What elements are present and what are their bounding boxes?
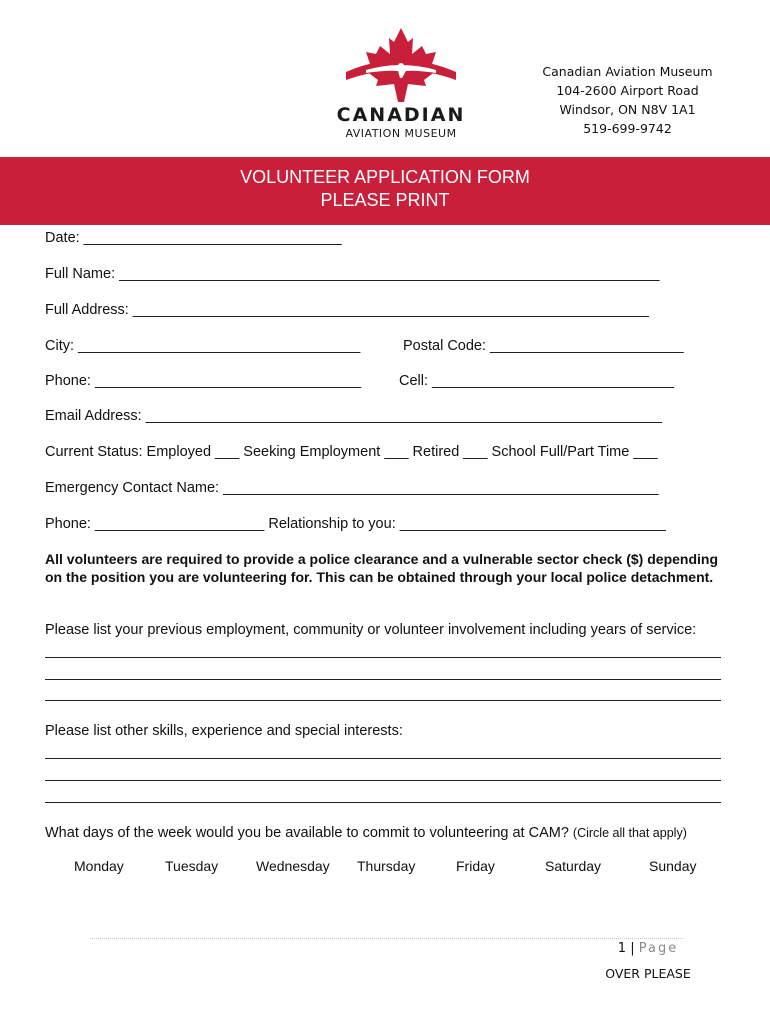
skills-line-2[interactable] bbox=[45, 780, 721, 781]
date-field[interactable]: Date: ________________________________ bbox=[45, 230, 342, 246]
current-status-field[interactable]: Current Status: Employed ___ Seeking Employment ___ Retired ___ School Full/Part Time ___ bbox=[45, 444, 658, 460]
previous-involvement-line-3[interactable] bbox=[45, 700, 721, 701]
phone-field[interactable]: Phone: _________________________________ bbox=[45, 373, 362, 389]
museum-phone: 519-699-9742 bbox=[583, 121, 672, 136]
email-field[interactable]: Email Address: ________________________________________________________________ bbox=[45, 408, 662, 424]
postal-code-field[interactable]: Postal Code: ________________________ bbox=[403, 338, 684, 354]
city-field[interactable]: City: ___________________________________ bbox=[45, 338, 361, 354]
day-monday[interactable]: Monday bbox=[74, 858, 124, 874]
museum-street: 104-2600 Airport Road bbox=[556, 83, 699, 98]
form-title: VOLUNTEER APPLICATION FORM bbox=[240, 167, 530, 187]
full-name-field[interactable]: Full Name: ___________________________________________________________________ bbox=[45, 266, 660, 282]
skills-line-3[interactable] bbox=[45, 802, 721, 803]
previous-involvement-question: Please list your previous employment, community or volunteer involvement including years of service: bbox=[45, 622, 697, 638]
museum-address bbox=[520, 62, 735, 138]
day-friday[interactable]: Friday bbox=[456, 858, 495, 874]
maple-leaf-airplane-icon bbox=[346, 26, 456, 102]
museum-name: Canadian Aviation Museum bbox=[542, 64, 713, 79]
logo-subtitle: AVIATION MUSEUM bbox=[345, 127, 457, 140]
full-address-field[interactable]: Full Address: ________________________________________________________________ bbox=[45, 302, 649, 318]
days-of-week bbox=[0, 858, 770, 878]
museum-logo bbox=[330, 26, 472, 144]
day-wednesday[interactable]: Wednesday bbox=[256, 858, 330, 874]
museum-city: Windsor, ON N8V 1A1 bbox=[559, 102, 696, 117]
availability-question bbox=[45, 825, 687, 841]
page-label: Page bbox=[638, 941, 679, 956]
form-subtitle: PLEASE PRINT bbox=[320, 190, 450, 210]
emergency-contact-field[interactable]: Emergency Contact Name: ______________________________________________________ bbox=[45, 480, 659, 496]
previous-involvement-line-2[interactable] bbox=[45, 679, 721, 680]
availability-question-text: What days of the week would you be available to commit to volunteering at CAM? bbox=[45, 825, 569, 841]
day-tuesday[interactable]: Tuesday bbox=[165, 858, 219, 874]
cell-field[interactable]: Cell: ______________________________ bbox=[399, 373, 674, 389]
police-clearance-notice: All volunteers are required to provide a police clearance and a vulnerable sector check ($) depending on the position you are volunteering for. This can be obtained through your local police detachment. bbox=[45, 551, 718, 585]
form-title-banner bbox=[0, 157, 770, 225]
logo-wordmark: CANADIAN bbox=[336, 104, 466, 126]
footer-divider bbox=[90, 938, 683, 939]
skills-question: Please list other skills, experience and special interests: bbox=[45, 723, 403, 739]
page-number bbox=[560, 941, 736, 956]
day-sunday[interactable]: Sunday bbox=[649, 858, 697, 874]
skills-line-1[interactable] bbox=[45, 758, 721, 759]
over-please-label: OVER PLEASE bbox=[605, 966, 691, 981]
page-number-value: 1 bbox=[617, 941, 627, 956]
previous-involvement-line-1[interactable] bbox=[45, 657, 721, 658]
day-thursday[interactable]: Thursday bbox=[357, 858, 416, 874]
page-number-separator: | bbox=[630, 941, 635, 956]
day-saturday[interactable]: Saturday bbox=[545, 858, 602, 874]
emergency-phone-relationship-field[interactable]: Phone: _____________________ Relationship to you: _________________________________ bbox=[45, 516, 666, 532]
availability-note: (Circle all that apply) bbox=[572, 826, 687, 840]
